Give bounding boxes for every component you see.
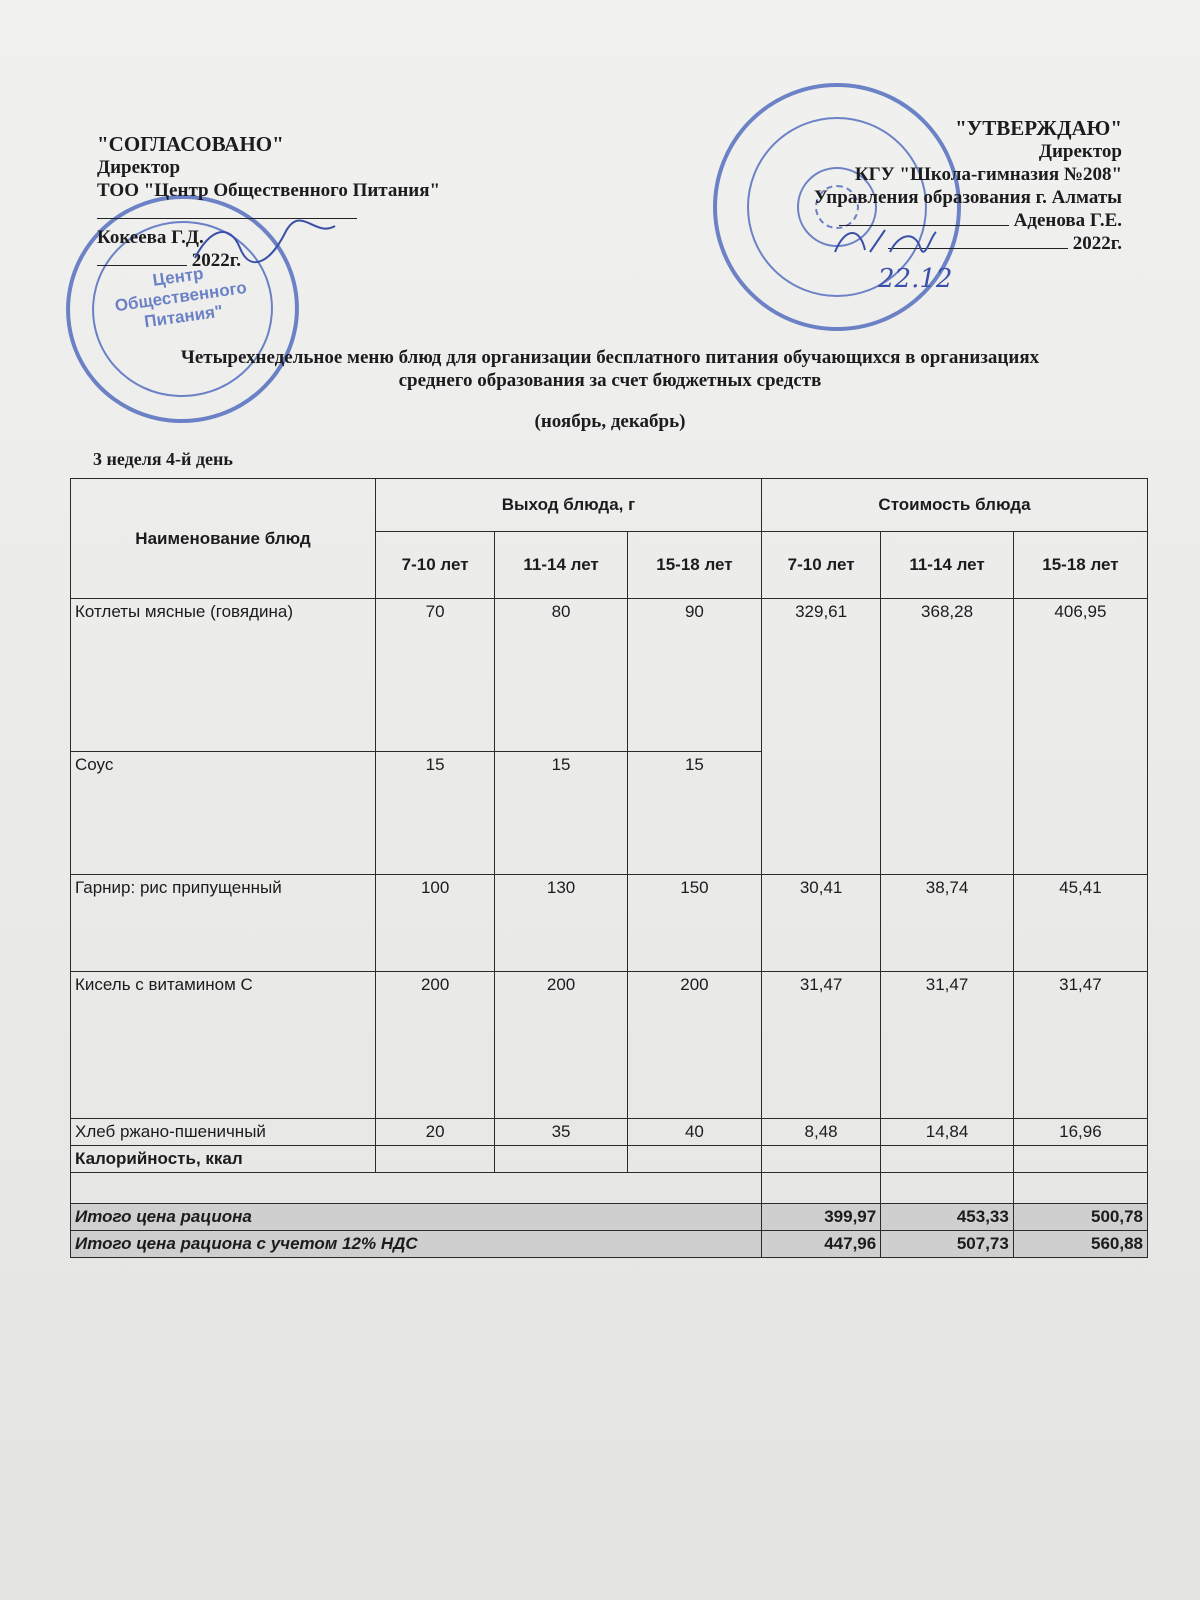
cost-cell: 406,95: [1013, 599, 1147, 875]
table-row: [71, 1119, 1148, 1146]
cost-cell: 16,96: [1013, 1119, 1147, 1146]
cost-cell: 45,41: [1013, 875, 1147, 972]
empty-cell: [761, 1173, 880, 1204]
dish-name: Соус: [71, 752, 376, 875]
header-output-age-3: 15-18 лет: [627, 532, 761, 599]
cost-cell: 329,61: [761, 599, 880, 875]
total-value: 453,33: [881, 1204, 1014, 1231]
signature-right: [830, 222, 940, 262]
table-row: [71, 972, 1148, 1119]
day-label: 3 неделя 4-й день: [93, 449, 233, 469]
menu-table: [70, 478, 1148, 1258]
signature-left: [190, 218, 340, 268]
calories-label: Калорийность, ккал: [71, 1146, 376, 1173]
empty-cell: [376, 1146, 495, 1173]
output-cell: 40: [627, 1119, 761, 1146]
empty-cell: [1013, 1146, 1147, 1173]
dish-name: Гарнир: рис припущенный: [71, 875, 376, 972]
header-cost-age-1: 7-10 лет: [761, 532, 880, 599]
approver-position-right: Директор: [1038, 141, 1122, 162]
approver-name-left: Кокеева Г.Д.: [97, 227, 204, 248]
output-cell: 90: [627, 599, 761, 752]
total-vat-value: 560,88: [1013, 1231, 1147, 1258]
table-row: [71, 599, 1148, 752]
header-portion-output: Выход блюда, г: [376, 479, 762, 532]
output-cell: 35: [495, 1119, 628, 1146]
total-vat-value: 507,73: [881, 1231, 1014, 1258]
total-row: [71, 1204, 1148, 1231]
empty-cell: [761, 1146, 880, 1173]
dish-name: Котлеты мясные (говядина): [71, 599, 376, 752]
empty-cell: [881, 1146, 1014, 1173]
approver-position-left: Директор: [97, 157, 181, 178]
cost-cell: 14,84: [881, 1119, 1014, 1146]
cost-cell: 31,47: [1013, 972, 1147, 1119]
empty-cell: [71, 1173, 762, 1204]
cost-cell: 31,47: [881, 972, 1014, 1119]
total-label: Итого цена рациона: [71, 1204, 762, 1231]
approver-department-right: Управления образования г. Алматы: [813, 187, 1122, 208]
output-cell: 130: [495, 875, 628, 972]
approver-organization-right: КГУ "Школа-гимназия №208": [854, 164, 1122, 185]
header-dish-cost: Стоимость блюда: [761, 479, 1147, 532]
cost-cell: 38,74: [881, 875, 1014, 972]
cost-cell: 30,41: [761, 875, 880, 972]
handwritten-date: 22.12: [878, 264, 953, 294]
header-cost-age-2: 11-14 лет: [881, 532, 1014, 599]
output-cell: 80: [495, 599, 628, 752]
approval-year-right: 2022г.: [1072, 233, 1122, 254]
total-value: 399,97: [761, 1204, 880, 1231]
empty-cell: [1013, 1173, 1147, 1204]
empty-cell: [627, 1146, 761, 1173]
cost-cell: 31,47: [761, 972, 880, 1119]
empty-cell: [495, 1146, 628, 1173]
document-period: (ноябрь, декабрь): [534, 411, 686, 432]
output-cell: 15: [627, 752, 761, 875]
blank-row: [71, 1173, 1148, 1204]
date-line-left: [97, 249, 187, 266]
title-line-2: среднего образования за счет бюджетных средств: [398, 370, 822, 391]
stamp-text: Центр Общественного Питания": [113, 263, 248, 332]
approver-name-right: Аденова Г.Е.: [1013, 210, 1122, 231]
dish-name: Кисель с витамином С: [71, 972, 376, 1119]
output-cell: 200: [495, 972, 628, 1119]
total-vat-row: [71, 1231, 1148, 1258]
table-header-row: [71, 479, 1148, 532]
output-cell: 200: [376, 972, 495, 1119]
approval-heading-right: "УТВЕРЖДАЮ": [955, 116, 1122, 140]
approval-heading-left: "СОГЛАСОВАНО": [97, 132, 284, 156]
total-value: 500,78: [1013, 1204, 1147, 1231]
empty-cell: [881, 1173, 1014, 1204]
output-cell: 150: [627, 875, 761, 972]
total-vat-value: 447,96: [761, 1231, 880, 1258]
approval-year-left: 2022г.: [191, 250, 241, 271]
header-cost-age-3: 15-18 лет: [1013, 532, 1147, 599]
table-row: [71, 875, 1148, 972]
output-cell: 20: [376, 1119, 495, 1146]
header-dish-name: Наименование блюд: [71, 479, 376, 599]
header-output-age-1: 7-10 лет: [376, 532, 495, 599]
signature-line-left: [97, 202, 357, 219]
total-vat-label: Итого цена рациона с учетом 12% НДС: [71, 1231, 762, 1258]
header-output-age-2: 11-14 лет: [495, 532, 628, 599]
approver-organization-left: ТОО "Центр Общественного Питания": [97, 180, 441, 201]
output-cell: 100: [376, 875, 495, 972]
cost-cell: 368,28: [881, 599, 1014, 875]
dish-name: Хлеб ржано-пшеничный: [71, 1119, 376, 1146]
document-title: [90, 346, 1130, 392]
calories-row: [71, 1146, 1148, 1173]
title-line-1: Четырехнедельное меню блюд для организации бесплатного питания обучающихся в организациях: [180, 347, 1040, 368]
output-cell: 200: [627, 972, 761, 1119]
output-cell: 70: [376, 599, 495, 752]
output-cell: 15: [495, 752, 628, 875]
output-cell: 15: [376, 752, 495, 875]
cost-cell: 8,48: [761, 1119, 880, 1146]
